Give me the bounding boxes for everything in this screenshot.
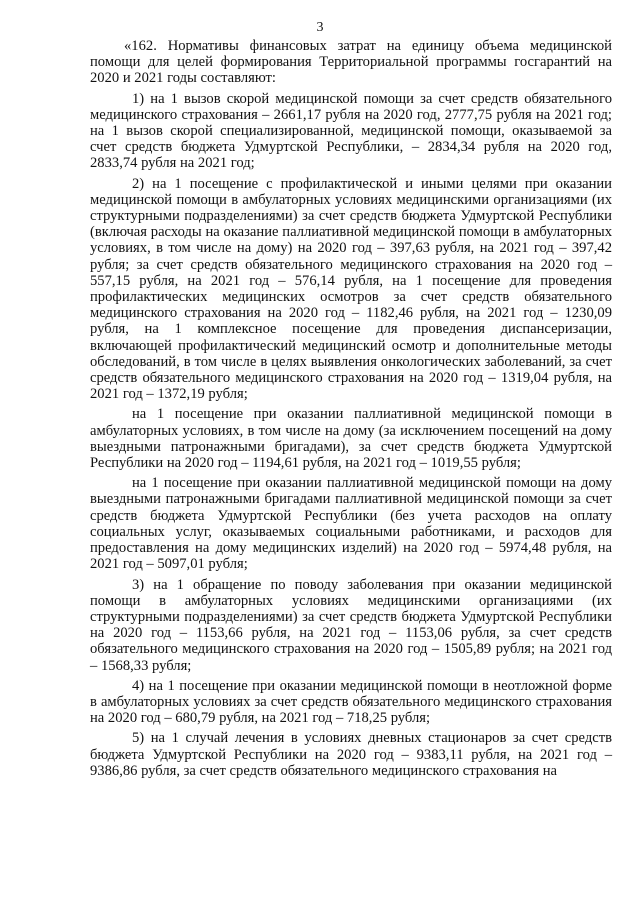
paragraph-item-2: 2) на 1 посещение с профилактической и иными целями при оказании медицинской помощи в амбулаторных условиях медицинскими организациями (их структурными подразделениями) за счет средств бюджета Удмуртской Республики (включая расходы на оказание паллиативной медицинской помощи в амбулаторных условиях, в том числе на дому) на 2020 год – 397,63 рубля, на 2021 год – 397,42 рубля; за счет средств обязательного медицинского страхования на 2020 год – 557,15 рубля, на 2021 год – 576,14 рубля, на 1 посещение для проведения профилактических медицинских осмотров за счет средств обязательного медицинского страхования на 2020 год – 1182,46 рубля, на 2021 год – 1230,09 рубля, на 1 комплексное посещение для проведения диспансеризации, включающей профилактический медицинский осмотр и дополнительные методы обследований, в том числе в целях выявления онкологических заболеваний, за счет средств обязательного медицинского страхования на 2020 год – 1319,04 рубля, на 2021 год – 1372,19 рубля;	[90, 175, 612, 403]
document-body	[90, 38, 612, 783]
paragraph-palliative-home: на 1 посещение при оказании паллиативной медицинской помощи в амбулаторных условиях, в том числе на дому (за исключением посещений на дому выездными патронажными бригадами), за счет средств бюджета Удмуртской Республики на 2020 год – 1194,61 рубля, на 2021 год – 1019,55 рубля;	[90, 406, 612, 472]
paragraph-item-4: 4) на 1 посещение при оказании медицинской помощи в неотложной форме в амбулаторных условиях за счет средств обязательного медицинского страхования на 2020 год – 680,79 рубля, на 2021 год – 718,25 рубля;	[90, 677, 612, 727]
page-number: 3	[316, 20, 324, 35]
paragraph-item-3: 3) на 1 обращение по поводу заболевания при оказании медицинской помощи в амбулаторных условиях медицинскими организациями (их структурными подразделениями) за счет средств бюджета Удмуртской Республики на 2020 год – 1153,66 рубля, на 2021 год – 1153,06 рубля, за счет средств обязательного медицинского страхования на 2020 год – 1505,89 рубля; на 2021 год – 1568,33 рубля;	[90, 576, 612, 674]
paragraph-palliative-teams: на 1 посещение при оказании паллиативной медицинской помощи на дому выездными патронажными бригадами паллиативной медицинской помощи за счет средств бюджета Удмуртской Республики (без учета расходов на оплату социальных услуг, оказываемых социальными работниками, и расходов для предоставления на дому медицинских изделий) на 2020 год – 5974,48 рубля, на 2021 год – 5097,01 рубля;	[90, 475, 612, 573]
paragraph-item-1: 1) на 1 вызов скорой медицинской помощи за счет средств обязательного медицинского страхования – 2661,17 рубля на 2020 год, 2777,75 рубля на 2021 год; на 1 вызов скорой специализированной, медицинской помощи, оказываемой за счет средств бюджета Удмуртской Республики, – 2834,34 рубля на 2020 год, 2833,74 рубля на 2021 год;	[90, 90, 612, 172]
paragraph-intro: «162. Нормативы финансовых затрат на единицу объема медицинской помощи для целей формирования Территориальной программы госгарантий на 2020 и 2021 годы составляют:	[90, 38, 612, 87]
paragraph-item-5: 5) на 1 случай лечения в условиях дневных стационаров за счет средств бюджета Удмуртской Республики на 2020 год – 9383,11 рубля, на 2021 год – 9386,86 рубля, за счет средств обязательного медицинского страхования на	[90, 730, 612, 779]
